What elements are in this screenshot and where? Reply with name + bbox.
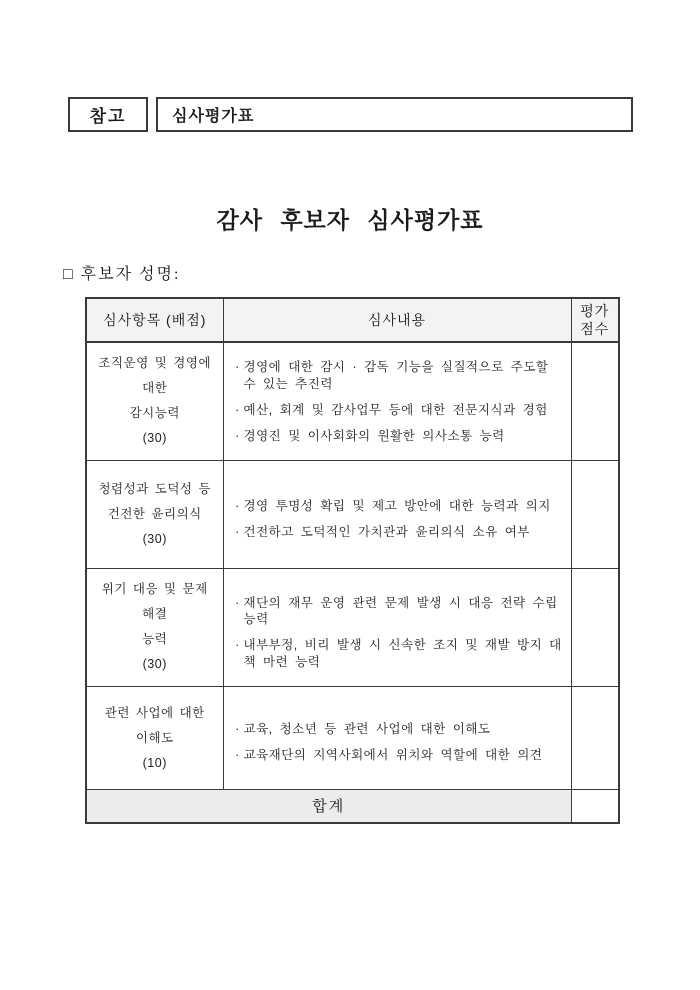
bullet-dot: · bbox=[235, 525, 240, 539]
table-header-row bbox=[86, 298, 619, 342]
score-cell bbox=[571, 568, 619, 687]
reference-tag: 참고 bbox=[68, 97, 148, 132]
score-cell bbox=[571, 687, 619, 790]
bullet-item bbox=[232, 721, 565, 738]
bullet-text: 건전하고 도덕적인 가치관과 윤리의식 소유 여부 bbox=[243, 525, 530, 539]
total-row bbox=[86, 790, 619, 823]
bullet-dot: · bbox=[235, 428, 240, 443]
bullet-text: 경영 투명성 확립 및 제고 방안에 대한 능력과 의지 bbox=[243, 499, 551, 514]
col-header-score bbox=[571, 298, 619, 342]
bullet-item bbox=[232, 498, 565, 515]
col-header-item: 심사항목 (배점) bbox=[86, 298, 223, 342]
bullet-item bbox=[232, 359, 565, 393]
bullet-dot: · bbox=[235, 402, 240, 417]
item-points: (10) bbox=[142, 755, 167, 770]
reference-title: 심사평가표 bbox=[156, 97, 633, 132]
col-header-content: 심사내용 bbox=[223, 298, 571, 342]
item-line: 청렴성과 도덕성 등 bbox=[98, 481, 212, 496]
bullet-item bbox=[232, 747, 565, 764]
bullet-item bbox=[232, 524, 565, 541]
bullet-item bbox=[232, 428, 565, 445]
table-row bbox=[86, 460, 619, 568]
bullet-dot: · bbox=[235, 638, 240, 653]
bullet-text: 교육, 청소년 등 관련 사업에 대한 이해도 bbox=[243, 722, 491, 737]
content-cell bbox=[223, 342, 571, 460]
item-cell bbox=[86, 687, 223, 790]
total-score-cell bbox=[571, 790, 619, 823]
col-header-score-line2: 점수 bbox=[580, 321, 610, 337]
content-cell bbox=[223, 568, 571, 687]
bullet-item bbox=[232, 637, 565, 671]
bullet-dot: · bbox=[235, 595, 240, 610]
content-cell bbox=[223, 460, 571, 568]
item-line: 조직운영 및 경영에 대한 bbox=[98, 356, 212, 396]
bullet-text: 경영진 및 이사회화의 원활한 의사소통 능력 bbox=[243, 428, 505, 443]
table-row bbox=[86, 568, 619, 687]
page-title: 감사 후보자 심사평가표 bbox=[216, 207, 484, 233]
bullet-text: 경영에 대한 감시 · 감독 기능을 실질적으로 주도할 수 있는 추진력 bbox=[243, 360, 549, 391]
item-line: 능력 bbox=[142, 632, 168, 647]
item-cell bbox=[86, 460, 223, 568]
evaluation-table bbox=[85, 297, 620, 824]
item-line: 감시능력 bbox=[129, 406, 180, 421]
score-cell bbox=[571, 342, 619, 460]
item-points: (30) bbox=[142, 531, 167, 546]
bullet-dot: · bbox=[235, 499, 240, 514]
bullet-dot: · bbox=[235, 360, 240, 374]
reference-header bbox=[68, 97, 633, 132]
table-row bbox=[86, 342, 619, 460]
bullet-dot: · bbox=[235, 748, 240, 762]
bullet-text: 내부부정, 비리 발생 시 신속한 조지 및 재발 방지 대책 마련 능력 bbox=[243, 638, 562, 670]
item-points: (30) bbox=[142, 431, 167, 446]
item-line: 관련 사업에 대한 bbox=[104, 705, 205, 720]
bullet-item bbox=[232, 595, 565, 629]
item-line: 위기 대응 및 문제 해결 bbox=[101, 582, 208, 622]
table-row bbox=[86, 687, 619, 790]
bullet-text: 예산, 회계 및 감사업무 등에 대한 전문지식과 경험 bbox=[243, 402, 548, 417]
col-header-score-line1: 평가 bbox=[580, 302, 610, 319]
total-label: 합계 bbox=[86, 790, 571, 823]
score-cell bbox=[571, 460, 619, 568]
bullet-dot: · bbox=[235, 722, 240, 737]
bullet-text: 재단의 재무 운영 관련 문제 발생 시 대응 전략 수립 능력 bbox=[243, 595, 558, 627]
item-line: 건전한 윤리의식 bbox=[107, 506, 202, 521]
bullet-text: 교육재단의 지역사회에서 위치와 역할에 대한 의견 bbox=[243, 748, 543, 762]
bullet-item bbox=[232, 402, 565, 419]
item-cell bbox=[86, 568, 223, 687]
candidate-name-label: □ 후보자 성명: bbox=[63, 266, 181, 283]
item-cell bbox=[86, 342, 223, 460]
item-points: (30) bbox=[142, 657, 167, 672]
item-line: 이해도 bbox=[135, 730, 174, 745]
content-cell bbox=[223, 687, 571, 790]
